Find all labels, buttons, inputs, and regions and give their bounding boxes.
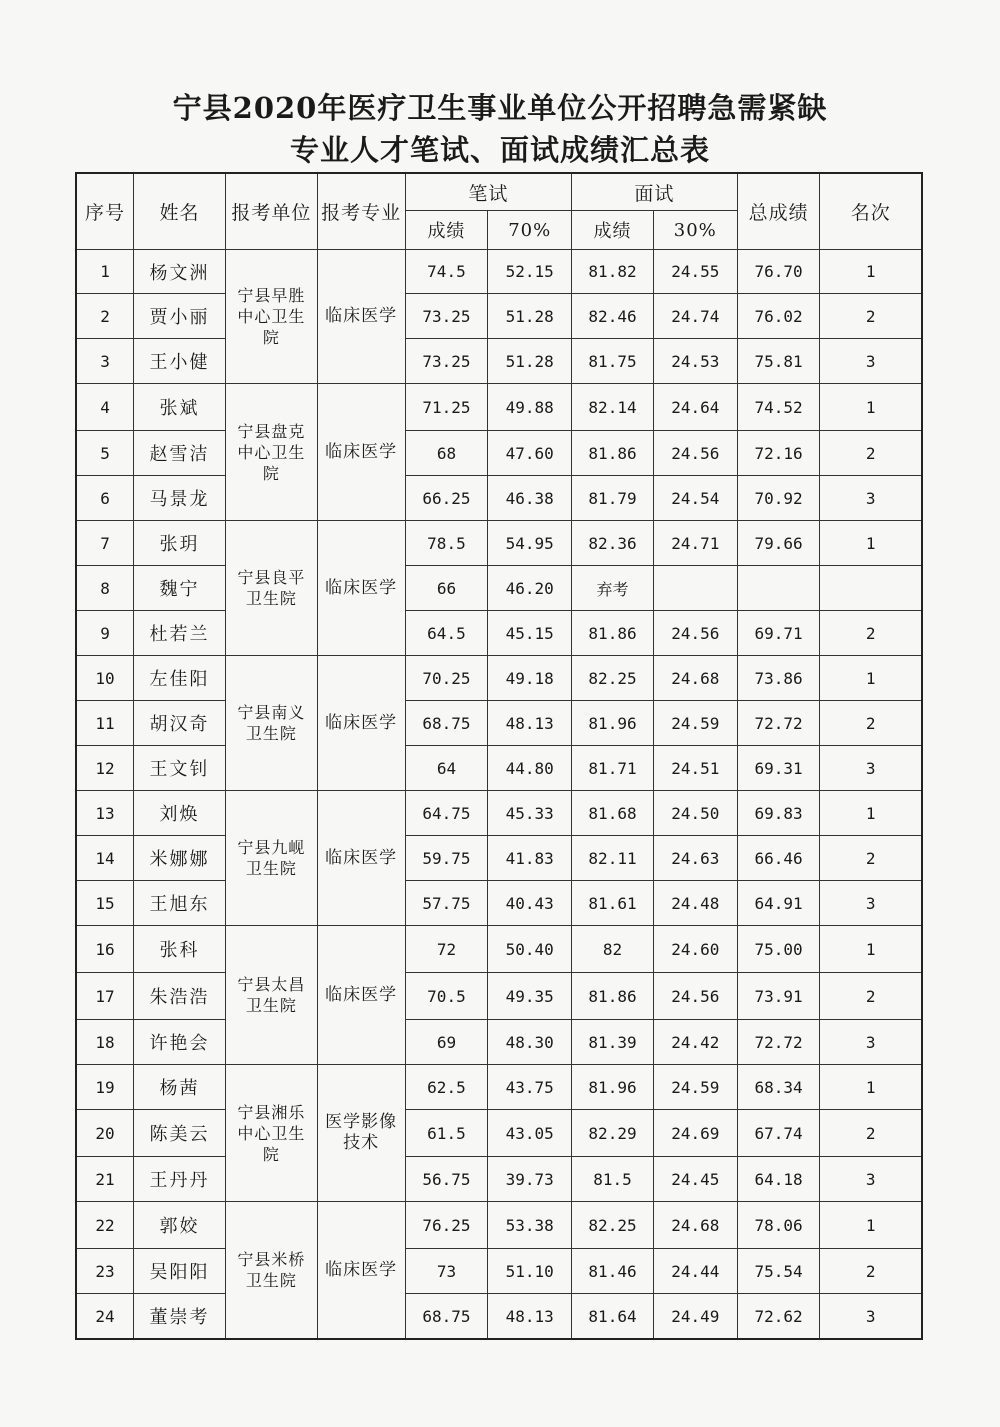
written-70pct-cell: 52.15 bbox=[488, 250, 572, 294]
total-score-cell: 79.66 bbox=[737, 521, 820, 566]
major-cell: 临床医学 bbox=[317, 656, 405, 791]
rank-cell: 1 bbox=[820, 250, 922, 294]
written-score-cell: 56.75 bbox=[405, 1157, 488, 1202]
written-70pct-cell: 51.10 bbox=[488, 1249, 572, 1294]
interview-30pct-cell: 24.68 bbox=[653, 656, 737, 701]
rank-cell: 2 bbox=[820, 1249, 922, 1294]
total-score-cell: 75.54 bbox=[737, 1249, 820, 1294]
header-major: 报考专业 bbox=[317, 173, 405, 250]
name-cell: 朱浩浩 bbox=[134, 973, 226, 1020]
seq-cell: 18 bbox=[76, 1020, 134, 1065]
seq-cell: 19 bbox=[76, 1065, 134, 1110]
header-written-score: 成绩 bbox=[405, 211, 488, 250]
seq-cell: 5 bbox=[76, 431, 134, 476]
written-70pct-cell: 44.80 bbox=[488, 746, 572, 791]
table-row bbox=[76, 1294, 922, 1340]
interview-30pct-cell: 24.74 bbox=[653, 294, 737, 339]
unit-cell: 宁县早胜中心卫生院 bbox=[225, 250, 317, 384]
seq-cell: 15 bbox=[76, 881, 134, 926]
table-row bbox=[76, 791, 922, 836]
written-70pct-cell: 51.28 bbox=[488, 294, 572, 339]
rank-cell: 3 bbox=[820, 746, 922, 791]
total-score-cell: 64.18 bbox=[737, 1157, 820, 1202]
table-row bbox=[76, 973, 922, 1020]
rank-cell: 2 bbox=[820, 836, 922, 881]
header-seq: 序号 bbox=[76, 173, 134, 250]
written-score-cell: 57.75 bbox=[405, 881, 488, 926]
name-cell: 王小健 bbox=[134, 339, 226, 384]
written-70pct-cell: 46.20 bbox=[488, 566, 572, 611]
written-score-cell: 74.5 bbox=[405, 250, 488, 294]
seq-cell: 22 bbox=[76, 1202, 134, 1249]
total-score-cell: 78.06 bbox=[737, 1202, 820, 1249]
page-title-line-2: 专业人才笔试、面试成绩汇总表 bbox=[289, 133, 710, 167]
seq-cell: 4 bbox=[76, 384, 134, 431]
interview-30pct-cell bbox=[653, 566, 737, 611]
written-score-cell: 62.5 bbox=[405, 1065, 488, 1110]
interview-score-cell: 81.5 bbox=[572, 1157, 654, 1202]
page-title-line-1: 宁县2020年医疗卫生事业单位公开招聘急需紧缺 bbox=[172, 91, 828, 125]
total-score-cell: 72.72 bbox=[737, 1020, 820, 1065]
name-cell: 王旭东 bbox=[134, 881, 226, 926]
total-score-cell: 64.91 bbox=[737, 881, 820, 926]
rank-cell: 2 bbox=[820, 973, 922, 1020]
interview-score-cell: 82.25 bbox=[572, 1202, 654, 1249]
interview-score-cell: 81.75 bbox=[572, 339, 654, 384]
rank-cell: 1 bbox=[820, 384, 922, 431]
written-70pct-cell: 43.75 bbox=[488, 1065, 572, 1110]
written-70pct-cell: 54.95 bbox=[488, 521, 572, 566]
interview-30pct-cell: 24.42 bbox=[653, 1020, 737, 1065]
written-70pct-cell: 46.38 bbox=[488, 476, 572, 521]
interview-30pct-cell: 24.55 bbox=[653, 250, 737, 294]
rank-cell: 3 bbox=[820, 881, 922, 926]
total-score-cell: 73.91 bbox=[737, 973, 820, 1020]
interview-score-cell: 81.96 bbox=[572, 701, 654, 746]
rank-cell: 3 bbox=[820, 1157, 922, 1202]
interview-score-cell: 81.46 bbox=[572, 1249, 654, 1294]
written-70pct-cell: 45.33 bbox=[488, 791, 572, 836]
written-score-cell: 72 bbox=[405, 926, 488, 973]
seq-cell: 23 bbox=[76, 1249, 134, 1294]
seq-cell: 21 bbox=[76, 1157, 134, 1202]
interview-30pct-cell: 24.59 bbox=[653, 1065, 737, 1110]
major-cell: 临床医学 bbox=[317, 1202, 405, 1340]
written-70pct-cell: 48.30 bbox=[488, 1020, 572, 1065]
table-row bbox=[76, 566, 922, 611]
name-cell: 许艳会 bbox=[134, 1020, 226, 1065]
rank-cell: 1 bbox=[820, 1065, 922, 1110]
table-row bbox=[76, 294, 922, 339]
total-score-cell: 73.86 bbox=[737, 656, 820, 701]
major-cell: 医学影像技术 bbox=[317, 1065, 405, 1202]
header-written-70pct: 70% bbox=[488, 211, 572, 250]
total-score-cell: 75.00 bbox=[737, 926, 820, 973]
header-total: 总成绩 bbox=[737, 173, 820, 250]
interview-score-cell: 81.61 bbox=[572, 881, 654, 926]
table-row bbox=[76, 881, 922, 926]
major-cell: 临床医学 bbox=[317, 250, 405, 384]
seq-cell: 16 bbox=[76, 926, 134, 973]
written-70pct-cell: 49.18 bbox=[488, 656, 572, 701]
seq-cell: 13 bbox=[76, 791, 134, 836]
interview-30pct-cell: 24.54 bbox=[653, 476, 737, 521]
name-cell: 杨茜 bbox=[134, 1065, 226, 1110]
header-written: 笔试 bbox=[405, 173, 572, 211]
seq-cell: 2 bbox=[76, 294, 134, 339]
seq-cell: 3 bbox=[76, 339, 134, 384]
name-cell: 郭姣 bbox=[134, 1202, 226, 1249]
seq-cell: 7 bbox=[76, 521, 134, 566]
total-score-cell: 66.46 bbox=[737, 836, 820, 881]
interview-score-cell: 弃考 bbox=[572, 566, 654, 611]
total-score-cell bbox=[737, 566, 820, 611]
major-cell: 临床医学 bbox=[317, 926, 405, 1065]
major-cell: 临床医学 bbox=[317, 791, 405, 926]
table-row bbox=[76, 836, 922, 881]
table-row bbox=[76, 250, 922, 294]
table-row bbox=[76, 1157, 922, 1202]
unit-cell: 宁县太昌卫生院 bbox=[225, 926, 317, 1065]
rank-cell: 3 bbox=[820, 1294, 922, 1340]
seq-cell: 12 bbox=[76, 746, 134, 791]
seq-cell: 10 bbox=[76, 656, 134, 701]
written-score-cell: 78.5 bbox=[405, 521, 488, 566]
written-70pct-cell: 47.60 bbox=[488, 431, 572, 476]
name-cell: 张科 bbox=[134, 926, 226, 973]
written-70pct-cell: 45.15 bbox=[488, 611, 572, 656]
interview-30pct-cell: 24.51 bbox=[653, 746, 737, 791]
name-cell: 马景龙 bbox=[134, 476, 226, 521]
interview-score-cell: 81.79 bbox=[572, 476, 654, 521]
name-cell: 杜若兰 bbox=[134, 611, 226, 656]
table-row bbox=[76, 476, 922, 521]
total-score-cell: 69.71 bbox=[737, 611, 820, 656]
seq-cell: 9 bbox=[76, 611, 134, 656]
seq-cell: 6 bbox=[76, 476, 134, 521]
name-cell: 张斌 bbox=[134, 384, 226, 431]
name-cell: 魏宁 bbox=[134, 566, 226, 611]
written-70pct-cell: 50.40 bbox=[488, 926, 572, 973]
name-cell: 杨文洲 bbox=[134, 250, 226, 294]
written-70pct-cell: 51.28 bbox=[488, 339, 572, 384]
name-cell: 米娜娜 bbox=[134, 836, 226, 881]
interview-30pct-cell: 24.64 bbox=[653, 384, 737, 431]
table-row bbox=[76, 384, 922, 431]
total-score-cell: 72.16 bbox=[737, 431, 820, 476]
written-score-cell: 71.25 bbox=[405, 384, 488, 431]
interview-30pct-cell: 24.49 bbox=[653, 1294, 737, 1340]
seq-cell: 24 bbox=[76, 1294, 134, 1340]
major-cell: 临床医学 bbox=[317, 384, 405, 521]
interview-30pct-cell: 24.56 bbox=[653, 973, 737, 1020]
interview-30pct-cell: 24.69 bbox=[653, 1110, 737, 1157]
interview-score-cell: 82.25 bbox=[572, 656, 654, 701]
interview-score-cell: 82.46 bbox=[572, 294, 654, 339]
interview-30pct-cell: 24.44 bbox=[653, 1249, 737, 1294]
unit-cell: 宁县九岘卫生院 bbox=[225, 791, 317, 926]
interview-score-cell: 82.29 bbox=[572, 1110, 654, 1157]
seq-cell: 11 bbox=[76, 701, 134, 746]
total-score-cell: 72.62 bbox=[737, 1294, 820, 1340]
unit-cell: 宁县良平卫生院 bbox=[225, 521, 317, 656]
total-score-cell: 76.70 bbox=[737, 250, 820, 294]
rank-cell: 2 bbox=[820, 294, 922, 339]
name-cell: 胡汉奇 bbox=[134, 701, 226, 746]
written-score-cell: 59.75 bbox=[405, 836, 488, 881]
unit-cell: 宁县湘乐中心卫生院 bbox=[225, 1065, 317, 1202]
name-cell: 赵雪洁 bbox=[134, 431, 226, 476]
interview-score-cell: 82.11 bbox=[572, 836, 654, 881]
interview-score-cell: 81.64 bbox=[572, 1294, 654, 1340]
name-cell: 王文钊 bbox=[134, 746, 226, 791]
header-interview: 面试 bbox=[572, 173, 738, 211]
written-score-cell: 68 bbox=[405, 431, 488, 476]
seq-cell: 17 bbox=[76, 973, 134, 1020]
rank-cell: 2 bbox=[820, 701, 922, 746]
written-70pct-cell: 39.73 bbox=[488, 1157, 572, 1202]
name-cell: 吴阳阳 bbox=[134, 1249, 226, 1294]
rank-cell: 1 bbox=[820, 791, 922, 836]
table-row bbox=[76, 1249, 922, 1294]
header-interview-score: 成绩 bbox=[572, 211, 654, 250]
table-row bbox=[76, 339, 922, 384]
interview-30pct-cell: 24.53 bbox=[653, 339, 737, 384]
interview-score-cell: 82 bbox=[572, 926, 654, 973]
table-row bbox=[76, 926, 922, 973]
interview-30pct-cell: 24.68 bbox=[653, 1202, 737, 1249]
rank-cell: 2 bbox=[820, 431, 922, 476]
interview-score-cell: 81.82 bbox=[572, 250, 654, 294]
table-row bbox=[76, 1202, 922, 1249]
header-unit: 报考单位 bbox=[225, 173, 317, 250]
interview-30pct-cell: 24.48 bbox=[653, 881, 737, 926]
written-score-cell: 64.75 bbox=[405, 791, 488, 836]
interview-score-cell: 82.36 bbox=[572, 521, 654, 566]
header-name: 姓名 bbox=[134, 173, 226, 250]
score-summary-table bbox=[75, 172, 923, 1340]
written-score-cell: 69 bbox=[405, 1020, 488, 1065]
interview-score-cell: 81.86 bbox=[572, 973, 654, 1020]
written-score-cell: 68.75 bbox=[405, 1294, 488, 1340]
name-cell: 刘焕 bbox=[134, 791, 226, 836]
written-70pct-cell: 49.88 bbox=[488, 384, 572, 431]
interview-score-cell: 81.96 bbox=[572, 1065, 654, 1110]
written-score-cell: 70.5 bbox=[405, 973, 488, 1020]
interview-30pct-cell: 24.50 bbox=[653, 791, 737, 836]
written-score-cell: 70.25 bbox=[405, 656, 488, 701]
written-70pct-cell: 43.05 bbox=[488, 1110, 572, 1157]
name-cell: 陈美云 bbox=[134, 1110, 226, 1157]
interview-score-cell: 81.86 bbox=[572, 611, 654, 656]
written-score-cell: 73.25 bbox=[405, 294, 488, 339]
rank-cell: 3 bbox=[820, 476, 922, 521]
interview-score-cell: 81.86 bbox=[572, 431, 654, 476]
written-score-cell: 64 bbox=[405, 746, 488, 791]
interview-30pct-cell: 24.60 bbox=[653, 926, 737, 973]
major-cell: 临床医学 bbox=[317, 521, 405, 656]
written-70pct-cell: 48.13 bbox=[488, 701, 572, 746]
written-score-cell: 61.5 bbox=[405, 1110, 488, 1157]
unit-cell: 宁县米桥卫生院 bbox=[225, 1202, 317, 1340]
interview-30pct-cell: 24.56 bbox=[653, 611, 737, 656]
seq-cell: 1 bbox=[76, 250, 134, 294]
header-interview-30pct: 30% bbox=[653, 211, 737, 250]
unit-cell: 宁县南义卫生院 bbox=[225, 656, 317, 791]
interview-score-cell: 81.68 bbox=[572, 791, 654, 836]
rank-cell: 1 bbox=[820, 521, 922, 566]
seq-cell: 14 bbox=[76, 836, 134, 881]
total-score-cell: 69.83 bbox=[737, 791, 820, 836]
table-row bbox=[76, 1110, 922, 1157]
unit-cell: 宁县盘克中心卫生院 bbox=[225, 384, 317, 521]
table-row bbox=[76, 611, 922, 656]
interview-score-cell: 81.71 bbox=[572, 746, 654, 791]
written-score-cell: 64.5 bbox=[405, 611, 488, 656]
rank-cell: 1 bbox=[820, 656, 922, 701]
name-cell: 左佳阳 bbox=[134, 656, 226, 701]
interview-30pct-cell: 24.56 bbox=[653, 431, 737, 476]
name-cell: 王丹丹 bbox=[134, 1157, 226, 1202]
header-rank: 名次 bbox=[820, 173, 922, 250]
total-score-cell: 67.74 bbox=[737, 1110, 820, 1157]
table-row bbox=[76, 1020, 922, 1065]
rank-cell: 1 bbox=[820, 1202, 922, 1249]
name-cell: 贾小丽 bbox=[134, 294, 226, 339]
seq-cell: 20 bbox=[76, 1110, 134, 1157]
table-row bbox=[76, 701, 922, 746]
table-row bbox=[76, 431, 922, 476]
total-score-cell: 76.02 bbox=[737, 294, 820, 339]
rank-cell: 2 bbox=[820, 611, 922, 656]
interview-30pct-cell: 24.45 bbox=[653, 1157, 737, 1202]
total-score-cell: 68.34 bbox=[737, 1065, 820, 1110]
rank-cell: 3 bbox=[820, 339, 922, 384]
written-score-cell: 76.25 bbox=[405, 1202, 488, 1249]
interview-30pct-cell: 24.71 bbox=[653, 521, 737, 566]
total-score-cell: 75.81 bbox=[737, 339, 820, 384]
rank-cell: 2 bbox=[820, 1110, 922, 1157]
written-score-cell: 73 bbox=[405, 1249, 488, 1294]
written-score-cell: 66 bbox=[405, 566, 488, 611]
written-70pct-cell: 41.83 bbox=[488, 836, 572, 881]
written-score-cell: 66.25 bbox=[405, 476, 488, 521]
interview-30pct-cell: 24.59 bbox=[653, 701, 737, 746]
written-70pct-cell: 48.13 bbox=[488, 1294, 572, 1340]
seq-cell: 8 bbox=[76, 566, 134, 611]
name-cell: 张玥 bbox=[134, 521, 226, 566]
total-score-cell: 69.31 bbox=[737, 746, 820, 791]
written-70pct-cell: 49.35 bbox=[488, 973, 572, 1020]
rank-cell bbox=[820, 566, 922, 611]
interview-score-cell: 81.39 bbox=[572, 1020, 654, 1065]
table-row bbox=[76, 1065, 922, 1110]
interview-score-cell: 82.14 bbox=[572, 384, 654, 431]
table-body bbox=[76, 250, 922, 1340]
total-score-cell: 70.92 bbox=[737, 476, 820, 521]
name-cell: 董崇考 bbox=[134, 1294, 226, 1340]
total-score-cell: 72.72 bbox=[737, 701, 820, 746]
rank-cell: 3 bbox=[820, 1020, 922, 1065]
written-score-cell: 68.75 bbox=[405, 701, 488, 746]
total-score-cell: 74.52 bbox=[737, 384, 820, 431]
interview-30pct-cell: 24.63 bbox=[653, 836, 737, 881]
table-row bbox=[76, 656, 922, 701]
written-score-cell: 73.25 bbox=[405, 339, 488, 384]
table-row bbox=[76, 746, 922, 791]
written-70pct-cell: 53.38 bbox=[488, 1202, 572, 1249]
table-row bbox=[76, 521, 922, 566]
written-70pct-cell: 40.43 bbox=[488, 881, 572, 926]
rank-cell: 1 bbox=[820, 926, 922, 973]
